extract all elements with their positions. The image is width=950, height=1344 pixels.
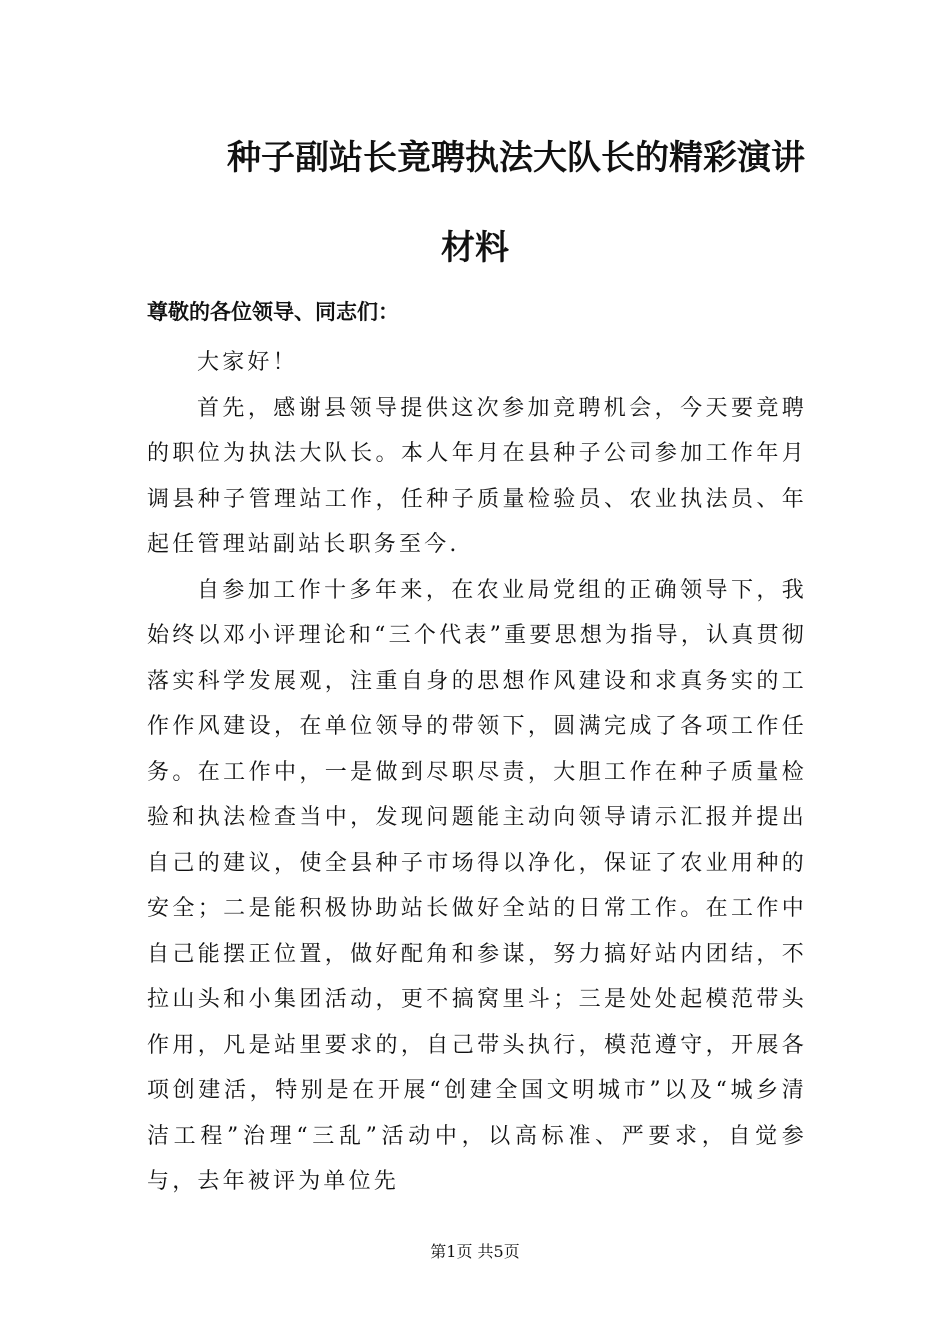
document-body (147, 340, 807, 1205)
paragraph-greeting: 大家好！ (197, 350, 298, 375)
paragraph-introduction: 首先，感谢县领导提供这次参加竞聘机会，今天要竞聘的职位为执法大队长。本人年月在县种子公司参加工作年月调县种子管理站工作，任种子质量检验员、农业执法员、年起任管理站副站长职务至今. (147, 395, 807, 557)
salutation: 尊敬的各位领导、同志们： (147, 300, 399, 324)
document-title-line-1: 种子副站长竟聘执法大队长的精彩演讲 (227, 138, 805, 178)
paragraph-work-experience: 自参加工作十多年来，在农业局党组的正确领导下，我始终以邓小评理论和“三个代表”重要思想为指导，认真贯彻落实科学发展观，注重自身的思想作风建设和求真务实的工作作风建设，在单位领导的带领下，圆满完成了各项工作任务。在工作中，一是做到尽职尽责，大胆工作在种子质量检验和执法检查当中，发现问题能主动向领导请示汇报并提出自己的建议，使全县种子市场得以净化，保证了农业用种的安全；二是能积极协助站长做好全站的日常工作。在工作中自己能摆正位置，做好配角和参谋，努力搞好站内团结，不拉山头和小集团活动，更不搞窝里斗；三是处处起模范带头作用，凡是站里要求的，自己带头执行，模范遵守，开展各项创建活，特别是在开展“创建全国文明城市”以及“城乡清洁工程”治理“三乱”活动中，以高标准、严要求，自觉参与，去年被评为单位先 (147, 577, 807, 1194)
document-title-line-2: 材料 (441, 228, 509, 268)
page-footer: 第1页 共5页 (430, 1242, 520, 1261)
